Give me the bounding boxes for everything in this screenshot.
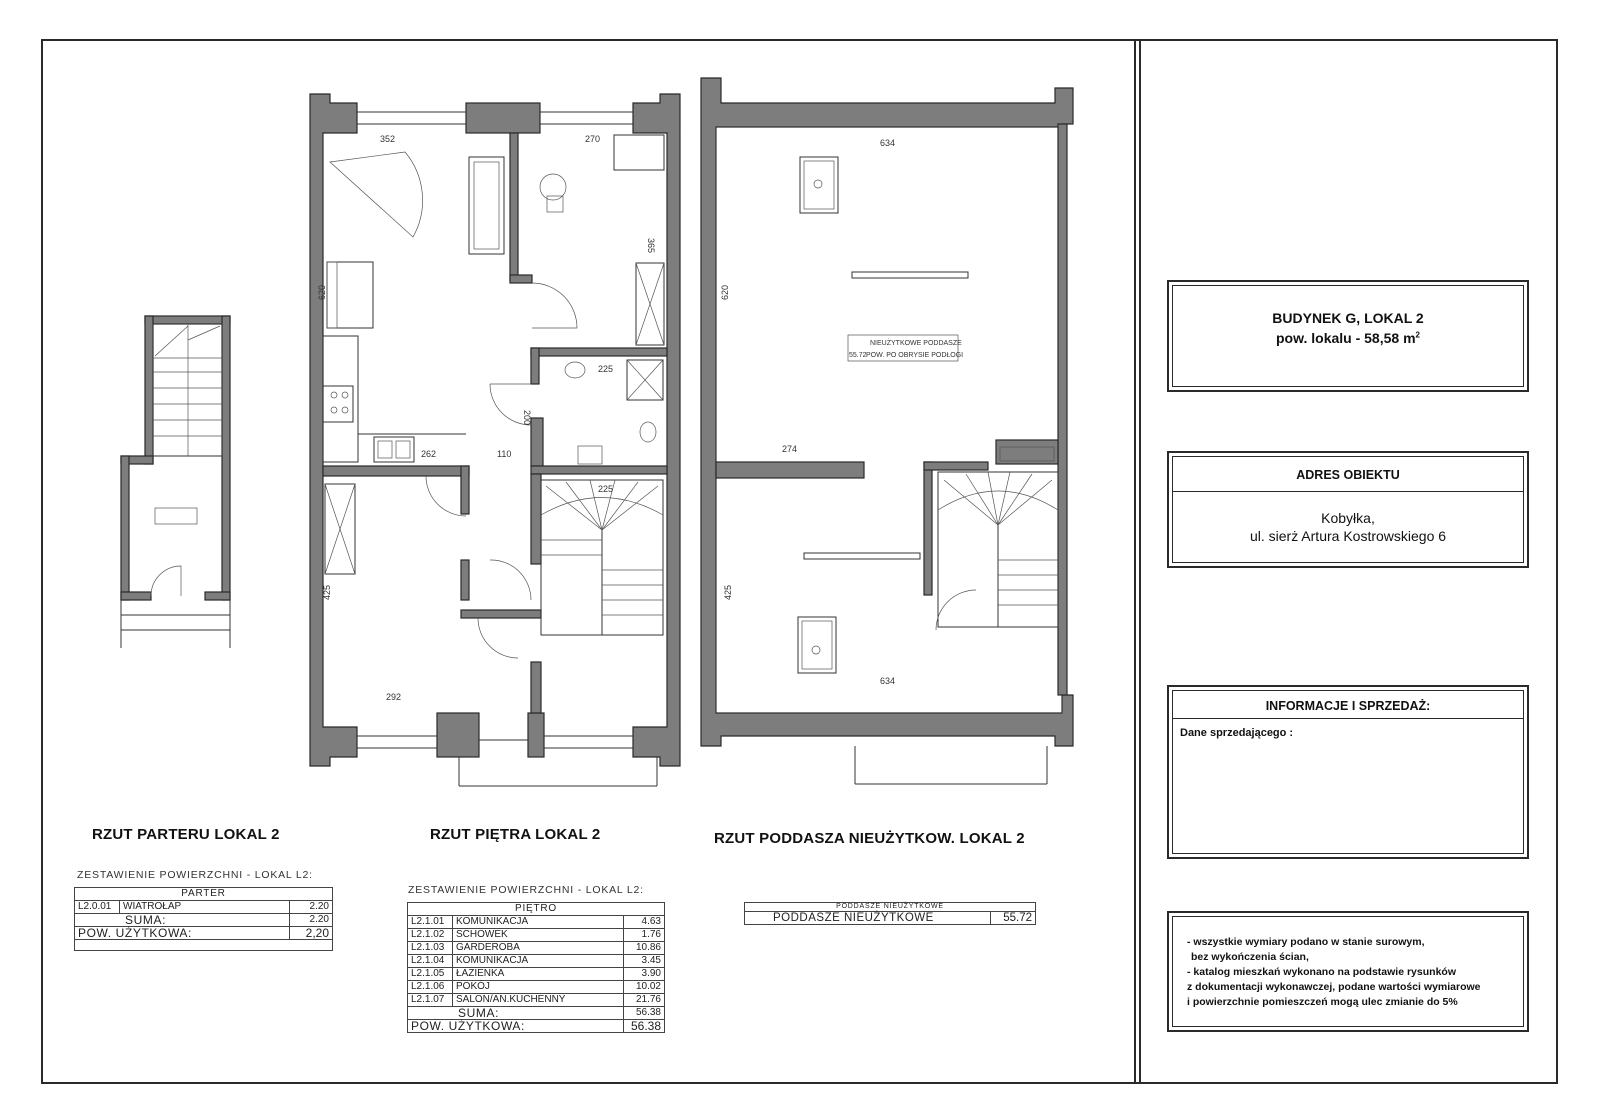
pod-room-label-2: POW. PO OBRYSIE PODŁOGI [866,352,964,359]
dim-hall-v: 200 [522,410,532,426]
parter-plan [121,316,230,648]
pietro-area-table [407,902,665,1033]
table-row [408,955,665,968]
row-name: POKÓJ [453,981,624,994]
table-row [408,929,665,942]
parter-table-header: PARTER [75,888,333,901]
parter-stairs [153,324,222,456]
poddasze-stairs [936,472,1058,630]
row-name: GARDEROBA [453,942,624,955]
dim-stair: 225 [598,484,614,494]
parter-uzytkowa-value: 2,20 [290,927,333,940]
pod-room-area: 55.72 [849,352,867,359]
poddasze-table-header: PODDASZE NIEUŻYTKOWE [745,903,1036,912]
dim-left-upper: 620 [317,284,327,300]
unit-area-text: pow. lokalu - 58,58 m [1276,330,1416,346]
pietro-table-header: PIĘTRO [408,903,665,916]
note-line: i powierzchnie pomieszczeń mogą ulec zmianie do 5% [1187,996,1458,1008]
row-name: PODDASZE NIEUŻYTKOWE [745,912,991,925]
pietro-stairs [541,480,663,635]
poddasze-plan [701,78,1073,784]
notes-box [1167,911,1529,1032]
dim-bath: 225 [598,364,614,374]
table-row [408,942,665,955]
pietro-uzytkowa-value: 56.38 [624,1020,665,1033]
row-area: 3.45 [624,955,665,968]
pietro-table-title: ZESTAWIENIE POWIERZCHNI - LOKAL L2: [408,884,644,896]
pod-dim-left-lower: 425 [723,584,733,600]
table-row [408,968,665,981]
row-code: L2.1.06 [408,981,453,994]
caption-parter: RZUT PARTERU LOKAL 2 [92,826,280,843]
unit-area-sup: 2 [1415,330,1420,340]
building-title: BUDYNEK G, LOKAL 2 [1272,310,1424,326]
row-name: KOMUNIKACJA [453,955,624,968]
seller-label: Dane sprzedającego : [1180,727,1294,739]
pod-dim-bottom: 634 [880,676,896,686]
parter-suma-label: SUMA: [75,914,290,927]
parter-uzytkowa-label: POW. UŻYTKOWA: [75,927,290,940]
sales-info-box [1167,685,1529,859]
dim-left-lower: 425 [322,584,332,600]
row-code: L2.1.01 [408,916,453,929]
dim-top-right: 270 [585,134,601,144]
dim-top-left: 352 [380,134,396,144]
poddasze-area-table [744,902,1036,925]
row-code: L2.0.01 [75,901,120,914]
parter-area-table [74,887,333,951]
table-row [408,981,665,994]
address-street: ul. sierż Artura Kostrowskiego 6 [1249,528,1447,544]
table-row [745,912,1036,925]
row-area: 21.76 [624,994,665,1007]
row-area: 1.76 [624,929,665,942]
row-code: L2.1.04 [408,955,453,968]
note-line: - katalog mieszkań wykonano na podstawie rysunków [1187,966,1456,978]
pod-dim-left-upper: 620 [720,284,730,300]
unit-area [1169,330,1527,346]
dim-bottom: 292 [386,692,402,702]
row-code: L2.1.02 [408,929,453,942]
row-name: ŁAZIENKA [453,968,624,981]
caption-pietro: RZUT PIĘTRA LOKAL 2 [430,826,601,843]
row-area: 2.20 [290,901,333,914]
row-area: 10.86 [624,942,665,955]
row-code: L2.1.07 [408,994,453,1007]
sales-header: INFORMACJE I SPRZEDAŻ: [1265,699,1431,713]
dim-hall: 110 [497,449,512,459]
pod-dim-mid: 274 [782,444,798,454]
row-name: SCHOWEK [453,929,624,942]
pod-room-label-1: NIEUŻYTKOWE PODDASZE [870,340,962,347]
table-row [408,916,665,929]
row-area: 10.02 [624,981,665,994]
row-name: SALON/AN.KUCHENNY [453,994,624,1007]
dim-room-side: 365 [646,238,656,254]
pietro-suma-label: SUMA: [408,1007,624,1020]
table-row [408,994,665,1007]
parter-table-title: ZESTAWIENIE POWIERZCHNI - LOKAL L2: [77,869,313,881]
caption-poddasze: RZUT PODDASZA NIEUŻYTKOW. LOKAL 2 [714,830,1025,847]
pietro-plan [310,94,680,786]
row-area: 55.72 [991,912,1036,925]
address-header: ADRES OBIEKTU [1296,468,1400,482]
pietro-uzytkowa-label: POW. UŻYTKOWA: [408,1020,624,1033]
pietro-suma-value: 56.38 [624,1007,665,1020]
row-name: WIATROŁAP [120,901,290,914]
row-name: KOMUNIKACJA [453,916,624,929]
row-area: 3.90 [624,968,665,981]
note-line: bez wykończenia ścian, [1191,951,1309,963]
note-line: - wszystkie wymiary podano w stanie surowym, [1187,936,1425,948]
note-line: z dokumentacji wykonawczej, podane wartości wymiarowe [1187,981,1481,993]
dim-kitchen: 262 [421,449,437,459]
address-box [1167,451,1529,568]
table-row [75,901,333,914]
row-code: L2.1.05 [408,968,453,981]
building-info-box [1167,280,1529,392]
pod-dim-top: 634 [880,138,896,148]
address-city: Kobyłka, [1321,510,1375,526]
notes-list [1187,935,1481,1010]
row-code: L2.1.03 [408,942,453,955]
row-area: 4.63 [624,916,665,929]
parter-suma-value: 2.20 [290,914,333,927]
